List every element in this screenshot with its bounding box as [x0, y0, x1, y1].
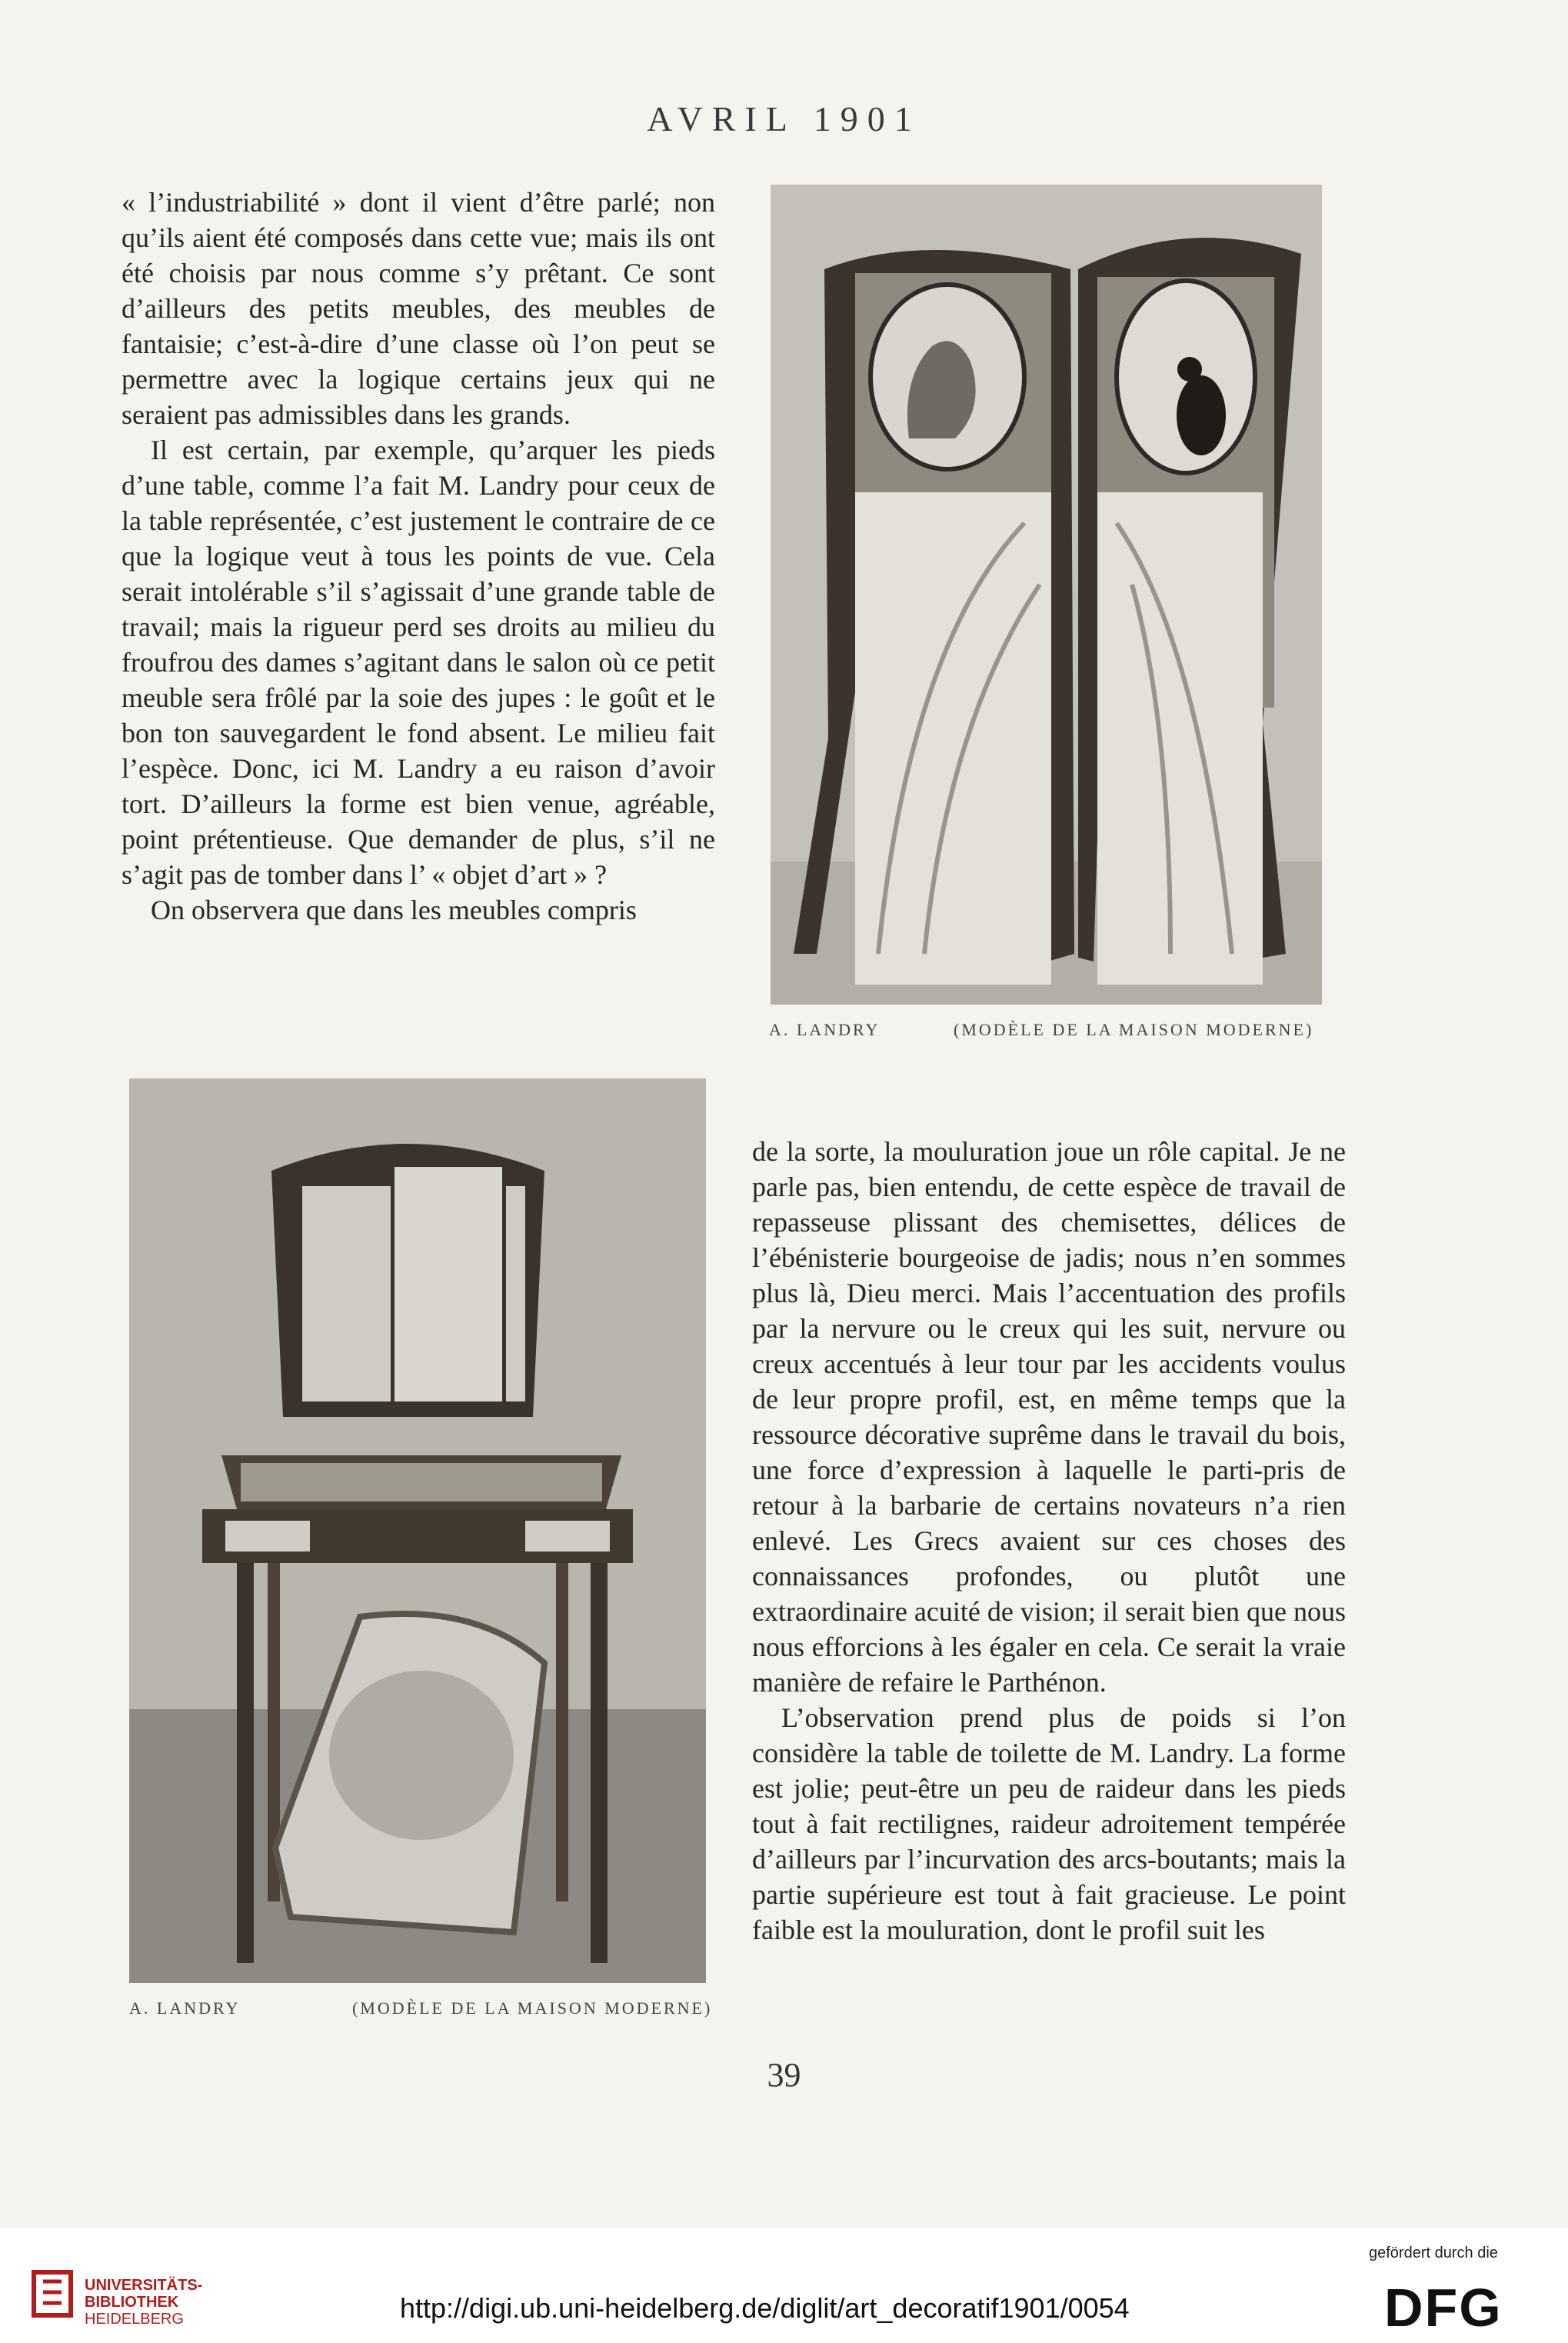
text-column-left: [122, 185, 715, 928]
dressing-table-caption-left: A. LANDRY: [129, 1998, 241, 2018]
funding-text: gefördert durch die: [1369, 2245, 1498, 2261]
paragraph: de la sorte, la mouluration joue un rôle capital. Je ne parle pas, bien entendu, de cette espèce de travail de repasseuse plissant des chemisettes, délices de l’ébénisterie bourgeoise de jadis; nous n’en sommes plus là, Dieu merci. Mais l’accentuation des profils par la nervure ou le creux qui les suit, nervure ou creux accentués à leur tour par les accidents voulus de leur propre profil, est, en même temps que la ressource décorative suprême dans le travail du bois, une force d’expression à laquelle le parti-pris de retour à la barbarie de certains novateurs n’a rien enlevé. Les Grecs avaient sur ces choses des connaissances profondes, ou plutôt une extraordinaire acuité de vision; il serait bien que nous nous efforcions à les égaler en cela. Ce serait la vraie manière de refaire le Parthénon.: [752, 1136, 1346, 1698]
paragraph: « l’industriabilité » dont il vient d’être parlé; non qu’ils aient été composés dans cette vue; mais ils ont été choisis par nous comme s’y prêtant. Ce sont d’ailleurs des petits meubles, des meubles de fantaisie; c’est-à-dire d’une classe où l’on peut se permettre avec la logique certains jeux qui ne seraient pas admissibles dans les grands.: [122, 187, 715, 430]
screen-photo: [771, 185, 1322, 1005]
dressing-table-photo: [129, 1078, 706, 1983]
paragraph: Il est certain, par exemple, qu’arquer les pieds d’une table, comme l’a fait M. Landry pour ceux de la table représentée, c’est justement le contraire de ce que la logique veut à tous les points de vue. Cela serait intolérable s’il s’agissait d’une grande table de travail; mais la rigueur perd ses droits au milieu du froufrou des dames s’agitant dans le salon où ce petit meuble sera frôlé par la soie des jupes : le goût et le bon ton sauvegardent le fond absent. Le milieu fait l’espèce. Donc, ici M. Landry a eu raison d’avoir tort. D’ailleurs la forme est bien venue, agréable, point prétentieuse. Que demander de plus, s’il ne s’agit pas de tomber dans l’ « objet d’art » ?: [122, 435, 715, 890]
dressing-table-caption-right: (MODÈLE DE LA MAISON MODERNE): [352, 1998, 713, 2018]
footer-bar: [0, 2228, 1568, 2343]
screen-caption-left: A. LANDRY: [769, 1020, 881, 1039]
running-head: AVRIL 1901: [647, 99, 921, 138]
screen-illustration: [771, 185, 1322, 1005]
page-number: 39: [767, 2056, 801, 2094]
dfg-logo: DFG: [1384, 2278, 1503, 2338]
library-name: UNIVERSITÄTS- BIBLIOTHEK HEIDELBERG: [85, 2277, 203, 2328]
text-column-right: [752, 1134, 1346, 1948]
paragraph: L’observation prend plus de poids si l’on considère la table de toilette de M. Landry. La forme est jolie; peut-être un peu de raideur dans les pieds tout à fait rectilignes, raideur adroitement tempérée d’ailleurs par l’incurvation des arcs-boutants; mais la partie supérieure est tout à fait gracieuse. Le point faible est la mouluration, dont le profil suit les: [752, 1702, 1346, 1945]
screen-caption-right: (MODÈLE DE LA MAISON MODERNE): [954, 1020, 1314, 1039]
permalink-url[interactable]: http://digi.ub.uni-heidelberg.de/diglit/art_decoratif1901/0054: [400, 2292, 1130, 2324]
paragraph: On observera que dans les meubles compris: [151, 895, 637, 925]
library-logo-icon: [31, 2269, 74, 2318]
dressing-table-illustration: [129, 1078, 706, 1983]
